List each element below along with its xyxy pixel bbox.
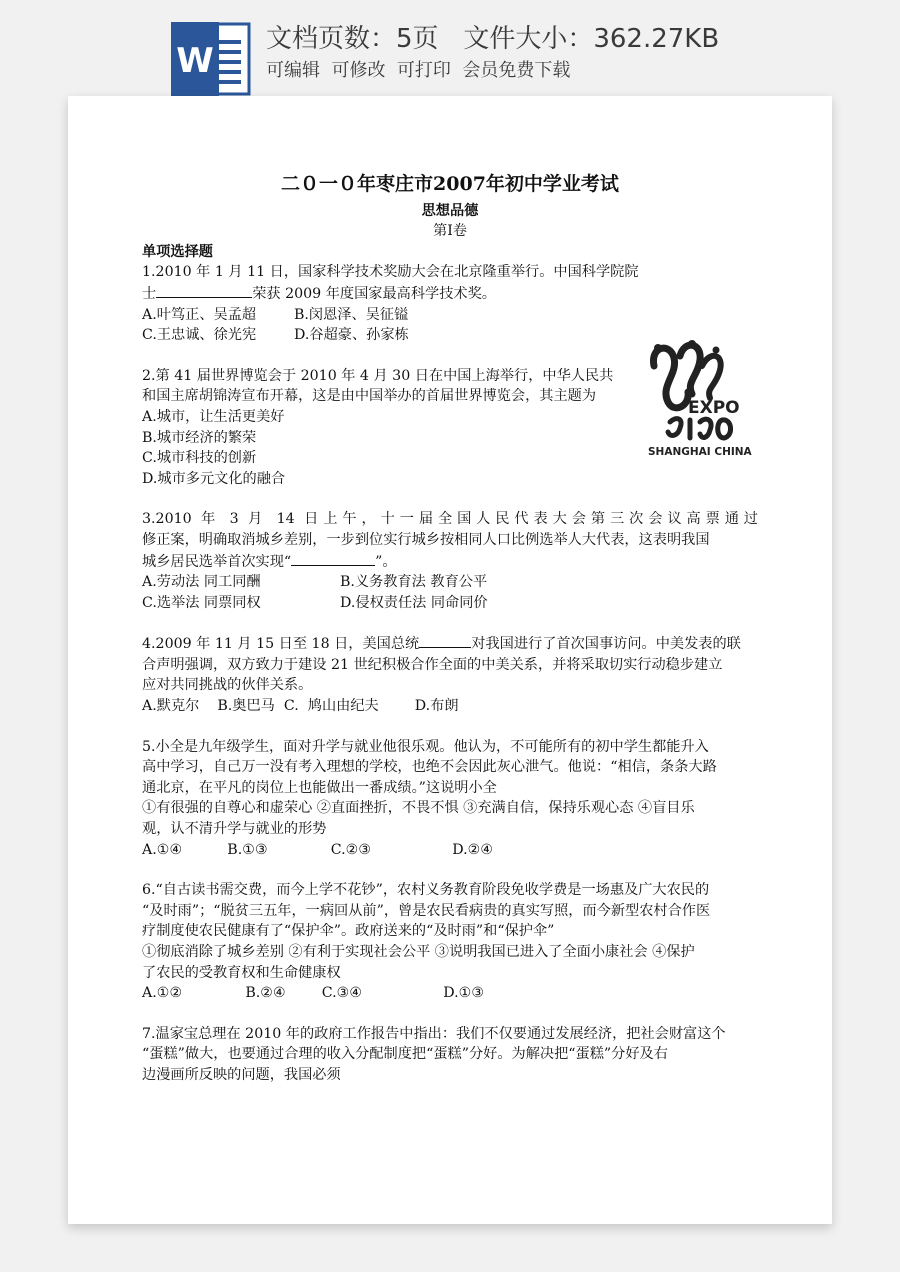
question-text: 5.小全是九年级学生，面对升学与就业他很乐观。他认为，不可能所有的初中学生都能升入	[142, 738, 709, 755]
option-c: C.选举法 同票同权	[142, 594, 261, 611]
option-b: B.义务教育法 教育公平	[340, 574, 488, 591]
question-text: 6.“自古读书需交费，而今上学不花钞”，农村义务教育阶段免收学费是一场惠及广大农民的	[142, 882, 710, 899]
word-icon-letter: W	[176, 41, 214, 81]
question-text: 修正案，明确取消城乡差别，一步到位实行城乡按相同人口比例选举人大代表，这表明我国	[142, 531, 710, 548]
question-text: 通北京，在平凡的岗位上也能做出一番成绩。”这说明小全	[142, 779, 497, 796]
expo-2010-logo	[640, 336, 760, 461]
option-a: A.劳动法 同工同酬	[142, 574, 261, 591]
question-text: 城乡居民选举首次实现“ ”。	[142, 551, 758, 573]
word-document-icon	[171, 22, 251, 96]
answer-blank	[291, 551, 375, 566]
statement-list: 观，认不清升学与就业的形势	[142, 821, 327, 838]
question-text: 应对共同挑战的伙伴关系。	[142, 677, 313, 694]
options-row: A.默克尔 B.奥巴马 C. 鸠山由纪夫 D.布朗	[142, 698, 459, 715]
statement-list: ①彻底消除了城乡差别 ②有利于实现社会公平 ③说明我国已进入了全面小康社会 ④保护	[142, 944, 695, 960]
question-text: 1.2010 年 1 月 11 日，国家科学技术奖励大会在北京隆重举行。中国科学院院	[142, 264, 639, 281]
question-text: “及时雨”；“脱贫三五年，一病回从前”，曾是农民看病贵的真实写照，而今新型农村合作医	[142, 902, 711, 919]
question-text: 高中学习，自己万一没有考入理想的学校，也绝不会因此灰心泄气。他说：“相信，条条大路	[142, 759, 717, 776]
volume-heading: 第Ⅰ卷	[433, 223, 467, 240]
option-a: A.叶笃正、吴孟超	[142, 306, 257, 323]
question-text: 边漫画所反映的问题，我国必须	[142, 1066, 341, 1083]
download-banner	[0, 0, 900, 96]
option-d: D.谷超豪、孙家栋	[294, 327, 409, 344]
option-b: B.闵恩泽、吴征镒	[294, 306, 409, 323]
statement-list: ①有很强的自尊心和虚荣心 ②直面挫折，不畏不惧 ③充满自信，保持乐观心态 ④盲目乐	[142, 800, 695, 817]
option-c: C.王忠诚、徐光宪	[142, 327, 257, 344]
option-b: B.城市经济的繁荣	[142, 429, 257, 446]
file-info: 文档页数：5页 文件大小：362.27KB	[266, 24, 720, 54]
options-row	[142, 305, 758, 326]
question-text: “蛋糕”做大，也要通过合理的收入分配制度把“蛋糕”分好。为解决把“蛋糕”分好及右	[142, 1046, 668, 1063]
question-text: 疗制度使农民健康有了“保护伞”。政府送来的“及时雨”和“保护伞”	[142, 923, 555, 940]
options-row: A.①④ B.①③ C.②③ D.②④	[142, 841, 494, 858]
question-6	[142, 880, 758, 1004]
expo-wordmark: EXPO	[688, 398, 740, 418]
options-row	[142, 572, 758, 593]
file-features: 可编辑 可修改 可打印 会员免费下载	[266, 60, 571, 81]
options-row: A.①② B.②④ C.③④ D.①③	[142, 985, 485, 1002]
question-text: 3.2010 年 3 月 14 日上午，十一届全国人民代表大会第三次会议高票通过	[142, 511, 758, 528]
question-3	[142, 509, 758, 613]
question-5	[142, 737, 758, 861]
question-text: 2.第 41 届世界博览会于 2010 年 4 月 30 日在中国上海举行，中华人民共	[142, 367, 614, 384]
document-body	[142, 174, 758, 1086]
question-1	[142, 262, 758, 345]
answer-blank	[156, 283, 252, 298]
options-row	[142, 593, 758, 614]
page-title: 二０一０年枣庄市2007年初中学业考试	[281, 173, 619, 195]
expo-city-label: SHANGHAI CHINA	[648, 446, 752, 458]
question-text: 7.温家宝总理在 2010 年的政府工作报告中指出：我们不仅要通过发展经济，把社会财富这个	[142, 1025, 726, 1042]
question-text: 合声明强调，双方致力于建设 21 世纪积极合作全面的中美关系，并将采取切实行动稳步建立	[142, 656, 723, 673]
question-7	[142, 1024, 758, 1086]
question-text: 和国主席胡锦涛宣布开幕，这是由中国举办的首届世界博览会，其主题为	[142, 388, 597, 405]
section-heading: 单项选择题	[142, 243, 213, 260]
question-text: 士 荣获 2009 年度国家最高科学技术奖。	[142, 283, 758, 305]
option-a: A.城市，让生活更美好	[142, 408, 285, 425]
option-c: C.城市科技的创新	[142, 450, 257, 467]
answer-blank	[419, 633, 471, 648]
subject-heading: 思想品德	[421, 202, 479, 219]
option-d: D.城市多元文化的融合	[142, 470, 286, 487]
statement-list: 了农民的受教育权和生命健康权	[142, 964, 341, 981]
question-text: 4.2009 年 11 月 15 日至 18 日，美国总统 对我国进行了首次国事访问。中美发表的联	[142, 633, 758, 655]
question-4	[142, 633, 758, 716]
option-d: D.侵权责任法 同命同价	[340, 594, 488, 611]
document-page	[68, 96, 832, 1224]
